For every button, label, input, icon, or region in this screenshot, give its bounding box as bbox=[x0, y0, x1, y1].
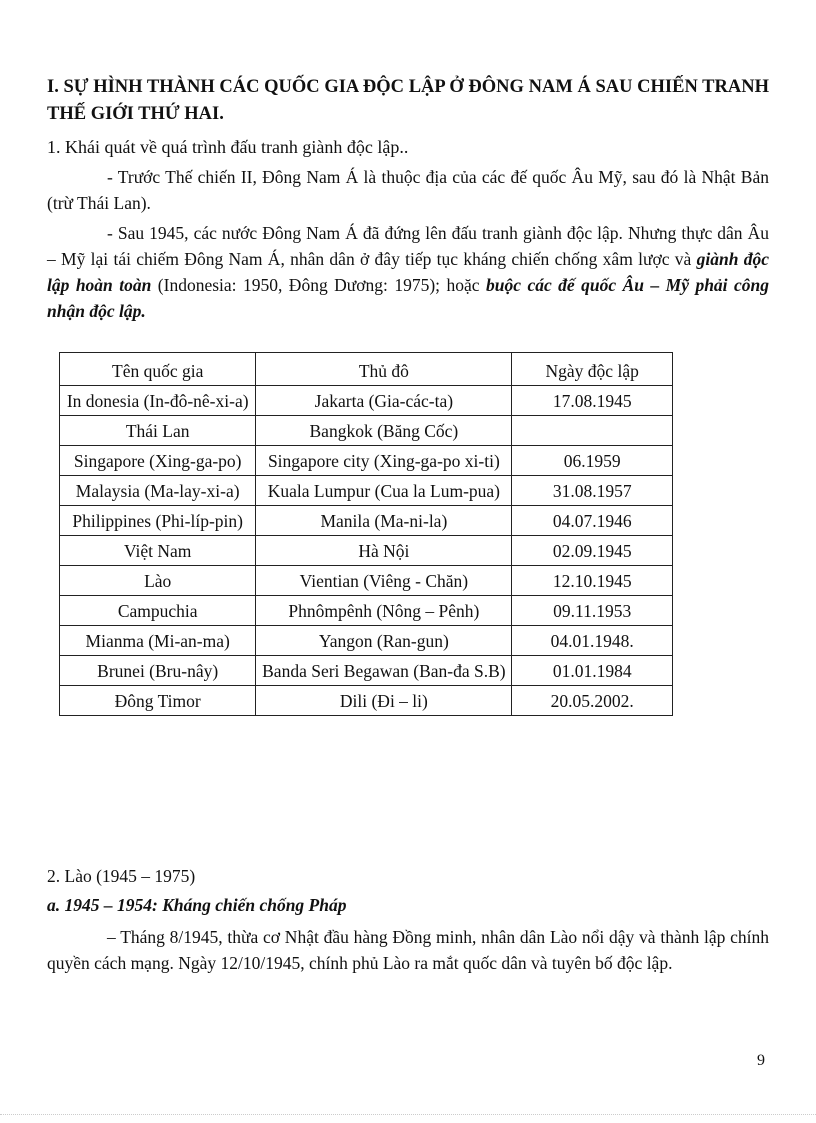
paragraph-3-text: – Tháng 8/1945, thừa cơ Nhật đầu hàng Đồng minh, nhân dân Lào nổi dậy và thành lập chính quyền cách mạng. Ngày 12/10/1945, chính phủ Lào ra mắt quốc dân và tuyên bố độc lập. bbox=[47, 927, 769, 973]
cell-date: 12.10.1945 bbox=[512, 566, 673, 596]
cell-date: 04.01.1948. bbox=[512, 626, 673, 656]
cell-country: Việt Nam bbox=[60, 536, 256, 566]
section-heading: I. SỰ HÌNH THÀNH CÁC QUỐC GIA ĐỘC LẬP Ở ĐÔNG NAM Á SAU CHIẾN TRANH THẾ GIỚI THỨ HAI. bbox=[47, 77, 769, 124]
table-row bbox=[60, 446, 673, 476]
cell-country: Thái Lan bbox=[60, 416, 256, 446]
cell-date bbox=[512, 416, 673, 446]
independence-table bbox=[59, 352, 673, 716]
table-row bbox=[60, 626, 673, 656]
subsection-a-title: a. 1945 – 1954: Kháng chiến chống Pháp bbox=[47, 895, 347, 915]
cell-country: Campuchia bbox=[60, 596, 256, 626]
cell-date: 02.09.1945 bbox=[512, 536, 673, 566]
cell-country: Brunei (Bru-nây) bbox=[60, 656, 256, 686]
table-row bbox=[60, 686, 673, 716]
cell-capital: Manila (Ma-ni-la) bbox=[256, 506, 512, 536]
table-row bbox=[60, 656, 673, 686]
cell-date: 17.08.1945 bbox=[512, 386, 673, 416]
cell-capital: Bangkok (Băng Cốc) bbox=[256, 416, 512, 446]
header-capital: Thủ đô bbox=[256, 353, 512, 386]
cell-capital: Jakarta (Gia-các-ta) bbox=[256, 386, 512, 416]
table-row bbox=[60, 476, 673, 506]
paragraph-2-text-part2: (Indonesia: 1950, Đông Dương: 1975); hoặc bbox=[151, 275, 486, 295]
table-row bbox=[60, 386, 673, 416]
cell-country: Lào bbox=[60, 566, 256, 596]
cell-country: Malaysia (Ma-lay-xi-a) bbox=[60, 476, 256, 506]
table-row bbox=[60, 566, 673, 596]
cell-date: 20.05.2002. bbox=[512, 686, 673, 716]
cell-capital: Kuala Lumpur (Cua la Lum-pua) bbox=[256, 476, 512, 506]
table-row bbox=[60, 416, 673, 446]
paragraph-2-bold-italic: giành độc lập hoàn toàn bbox=[47, 249, 769, 295]
page-number: 9 bbox=[757, 1052, 765, 1069]
cell-capital: Banda Seri Begawan (Ban-đa S.B) bbox=[256, 656, 512, 686]
paragraph-2-text-part1: - Sau 1945, các nước Đông Nam Á đã đứng lên đấu tranh giành độc lập. Nhưng thực dân Âu – Mỹ lại tái chiếm Đông Nam Á, nhân dân ở đây tiếp tục kháng chiến chống xâm lược và bbox=[47, 223, 769, 269]
cell-capital: Dili (Đi – li) bbox=[256, 686, 512, 716]
cell-country: Đông Timor bbox=[60, 686, 256, 716]
header-independence-date: Ngày độc lập bbox=[512, 353, 673, 386]
cell-country: Mianma (Mi-an-ma) bbox=[60, 626, 256, 656]
paragraph-1-text: - Trước Thế chiến II, Đông Nam Á là thuộc địa của các đế quốc Âu Mỹ, sau đó là Nhật Bản (trừ Thái Lan). bbox=[47, 167, 769, 213]
paragraph-2 bbox=[47, 220, 769, 324]
section-2-title: 2. Lào (1945 – 1975) bbox=[47, 866, 196, 886]
cell-capital: Singapore city (Xing-ga-po xi-ti) bbox=[256, 446, 512, 476]
table-row bbox=[60, 536, 673, 566]
table-row bbox=[60, 596, 673, 626]
cell-country: Philippines (Phi-líp-pin) bbox=[60, 506, 256, 536]
cell-date: 09.11.1953 bbox=[512, 596, 673, 626]
cell-date: 06.1959 bbox=[512, 446, 673, 476]
table-row bbox=[60, 506, 673, 536]
cell-date: 04.07.1946 bbox=[512, 506, 673, 536]
cell-capital: Yangon (Ran-gun) bbox=[256, 626, 512, 656]
cell-country: Singapore (Xing-ga-po) bbox=[60, 446, 256, 476]
cell-country: In donesia (In-đô-nê-xi-a) bbox=[60, 386, 256, 416]
cell-date: 31.08.1957 bbox=[512, 476, 673, 506]
paragraph-3 bbox=[47, 924, 769, 976]
header-country: Tên quốc gia bbox=[60, 353, 256, 386]
section-1-title: 1. Khái quát về quá trình đấu tranh giành độc lập.. bbox=[47, 137, 409, 157]
table-header-row bbox=[60, 353, 673, 386]
cell-capital: Hà Nội bbox=[256, 536, 512, 566]
page-bottom-divider bbox=[0, 1114, 816, 1115]
cell-date: 01.01.1984 bbox=[512, 656, 673, 686]
cell-capital: Vientian (Viêng - Chăn) bbox=[256, 566, 512, 596]
cell-capital: Phnômpênh (Nông – Pênh) bbox=[256, 596, 512, 626]
paragraph-2-italic: buộc các đế quốc Âu – Mỹ phải công nhận độc lập. bbox=[47, 275, 769, 321]
paragraph-1 bbox=[47, 164, 769, 216]
